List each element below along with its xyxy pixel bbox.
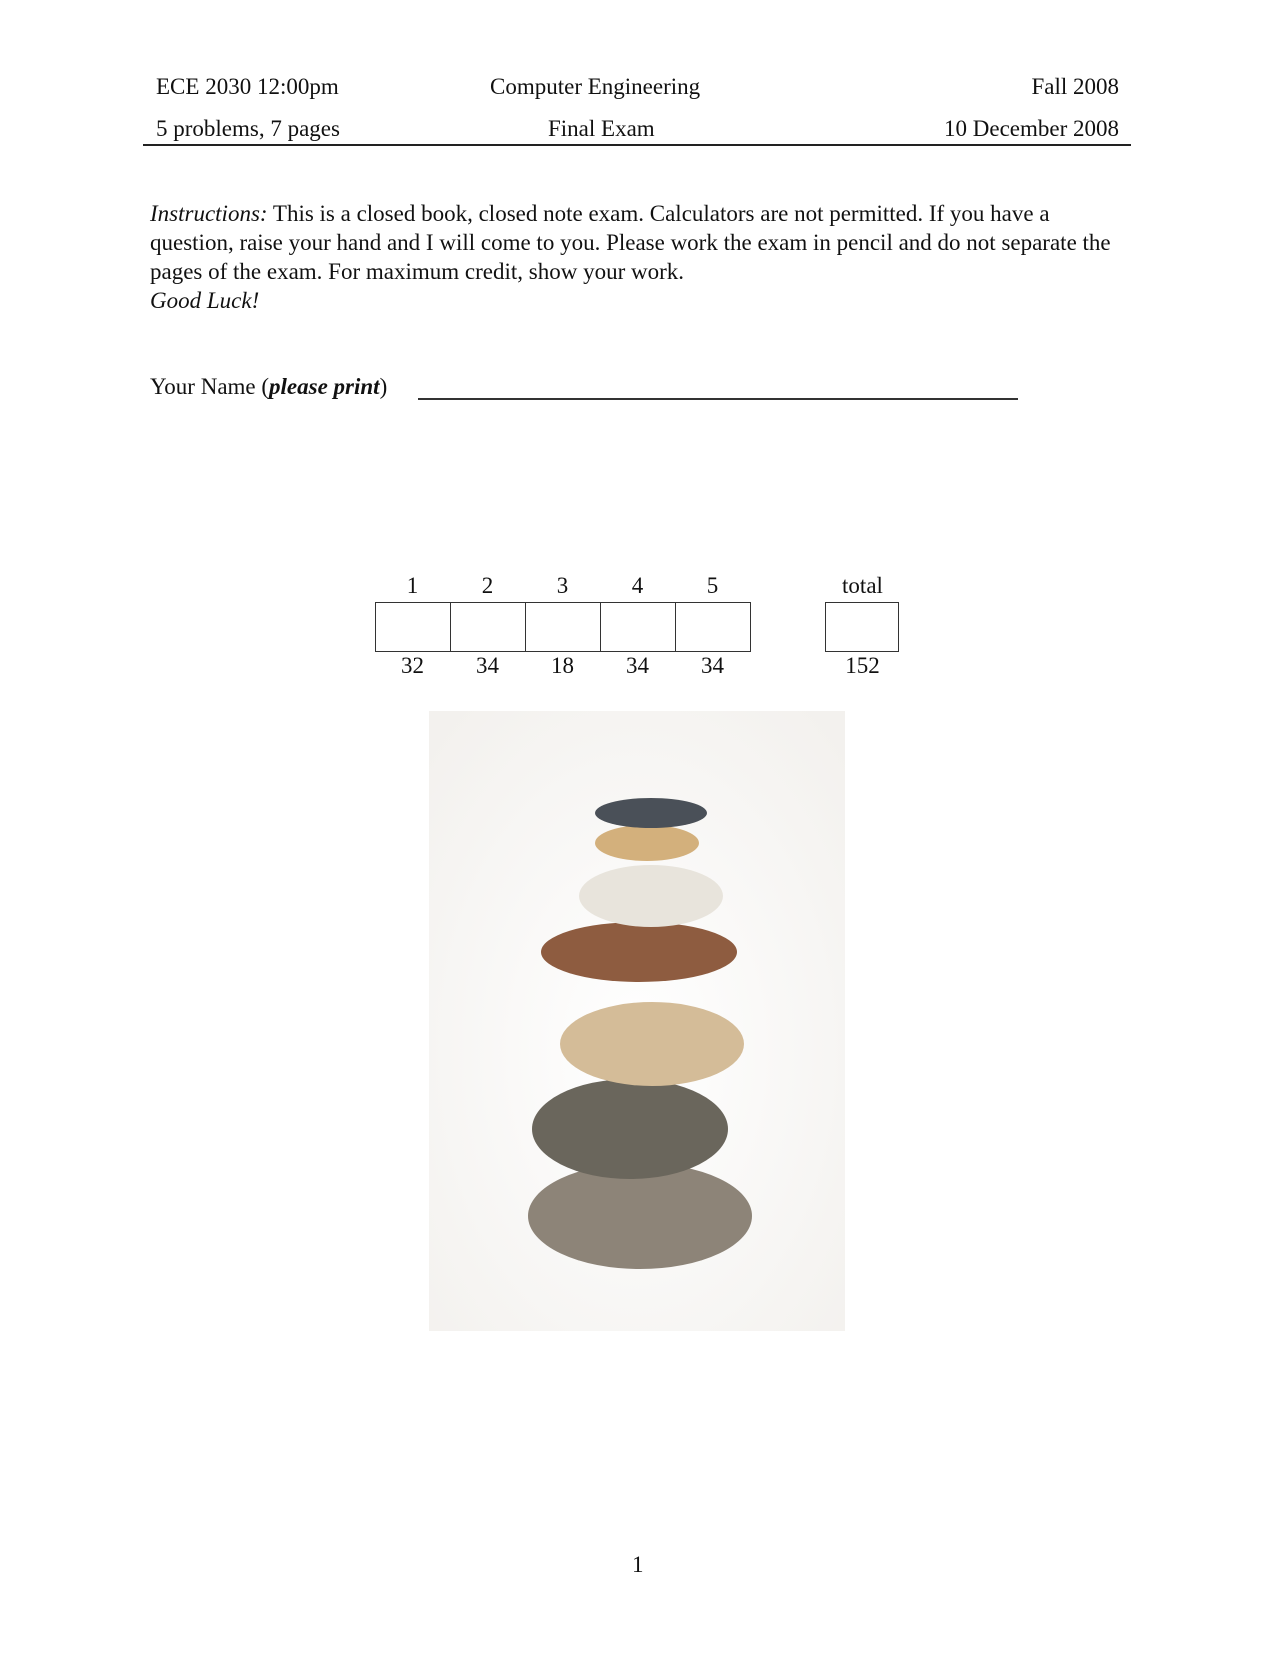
header-term: Fall 2008 <box>1031 74 1119 99</box>
header-dept: Computer Engineering <box>490 74 701 99</box>
problem-number: 2 <box>481 573 494 598</box>
problem-number: 4 <box>631 573 644 598</box>
score-box[interactable] <box>525 602 601 652</box>
instructions-text: This is a closed book, closed note exam. Calculators are not permitted. If you have a question, raise your hand and I will come to you. Please work the exam in pencil and do not separate the pages of the exam. For maximum credit, show your work. <box>150 201 1111 284</box>
header-info: 5 problems, 7 pages <box>156 116 340 141</box>
problem-points: 18 <box>551 653 574 678</box>
total-label: total <box>842 573 883 598</box>
page-number: 1 <box>632 1552 644 1577</box>
score-box[interactable] <box>600 602 676 652</box>
name-label-close: ) <box>379 374 388 399</box>
header-date: 10 December 2008 <box>944 116 1119 141</box>
header-course: ECE 2030 12:00pm <box>156 74 339 99</box>
total-box[interactable] <box>825 602 899 652</box>
problem-points: 34 <box>701 653 724 678</box>
problem-number: 5 <box>706 573 719 598</box>
good-luck: Good Luck! <box>150 288 260 313</box>
name-label-bold: please print <box>269 374 380 399</box>
problem-number: 3 <box>556 573 569 598</box>
name-label: Your Name ( <box>150 374 270 399</box>
score-box[interactable] <box>675 602 751 652</box>
stacked-stones-photo <box>429 711 845 1331</box>
instructions-label: Instructions: <box>150 201 268 226</box>
instructions <box>150 199 1130 315</box>
problem-points: 32 <box>401 653 424 678</box>
header-exam: Final Exam <box>548 116 655 141</box>
score-box[interactable] <box>450 602 526 652</box>
problem-points: 34 <box>626 653 649 678</box>
problem-number: 1 <box>406 573 419 598</box>
name-field <box>150 374 387 400</box>
total-points: 152 <box>845 653 880 678</box>
score-box[interactable] <box>375 602 451 652</box>
header-rule <box>143 144 1131 146</box>
problem-points: 34 <box>476 653 499 678</box>
name-input-line[interactable] <box>418 398 1018 400</box>
